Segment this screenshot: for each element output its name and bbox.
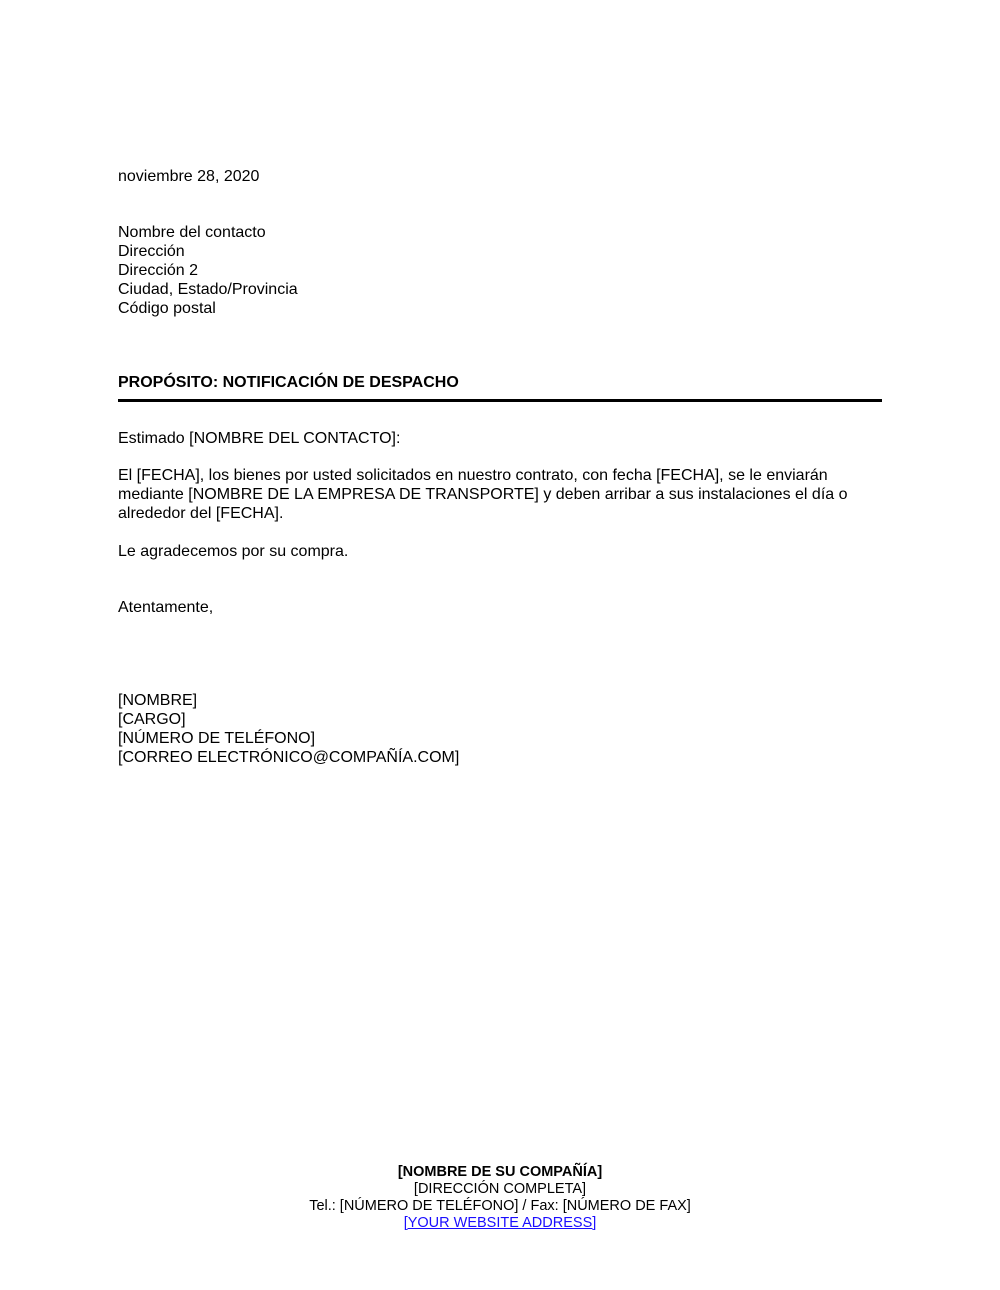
body-paragraph-1: El [FECHA], los bienes por usted solicitados en nuestro contrato, con fecha [FECHA], se le enviarán mediante [NOMBRE DE LA EMPRESA DE TRANSPORTE] y deben arribar a sus instalaciones el día o alrededor del [FECHA]. [118, 467, 848, 522]
date-text: noviembre 28, 2020 [118, 168, 260, 185]
body-paragraph-2 [118, 542, 882, 561]
closing-text: Atentamente, [118, 599, 214, 616]
letter-date [118, 167, 882, 186]
recipient-postal-code: Código postal [118, 300, 216, 317]
company-footer [0, 1164, 1000, 1232]
recipient-address-block [118, 223, 882, 318]
signature-block [118, 691, 882, 767]
footer-contact: Tel.: [NÚMERO DE TELÉFONO] / Fax: [NÚMERO DE FAX] [309, 1198, 691, 1214]
recipient-address-line-2: Dirección 2 [118, 262, 199, 279]
closing [118, 598, 882, 617]
subject-text: PROPÓSITO: NOTIFICACIÓN DE DESPACHO [118, 374, 459, 391]
footer-company-name: [NOMBRE DE SU COMPAÑÍA] [397, 1164, 603, 1180]
salutation-text: Estimado [NOMBRE DEL CONTACTO]: [118, 430, 401, 447]
subject-heading [118, 373, 882, 392]
footer-website-link[interactable]: [YOUR WEBSITE ADDRESS] [403, 1215, 597, 1231]
recipient-name: Nombre del contacto [118, 224, 266, 241]
signature-name: [NOMBRE] [118, 692, 198, 709]
recipient-city-state: Ciudad, Estado/Provincia [118, 281, 298, 298]
recipient-address-line-1: Dirección [118, 243, 185, 260]
salutation [118, 429, 882, 448]
thanks-text: Le agradecemos por su compra. [118, 543, 349, 560]
signature-email: [CORREO ELECTRÓNICO@COMPAÑÍA.COM] [118, 749, 460, 766]
footer-address: [DIRECCIÓN COMPLETA] [413, 1181, 587, 1197]
signature-title: [CARGO] [118, 711, 186, 728]
subject-divider [118, 399, 882, 402]
signature-phone: [NÚMERO DE TELÉFONO] [118, 730, 316, 747]
